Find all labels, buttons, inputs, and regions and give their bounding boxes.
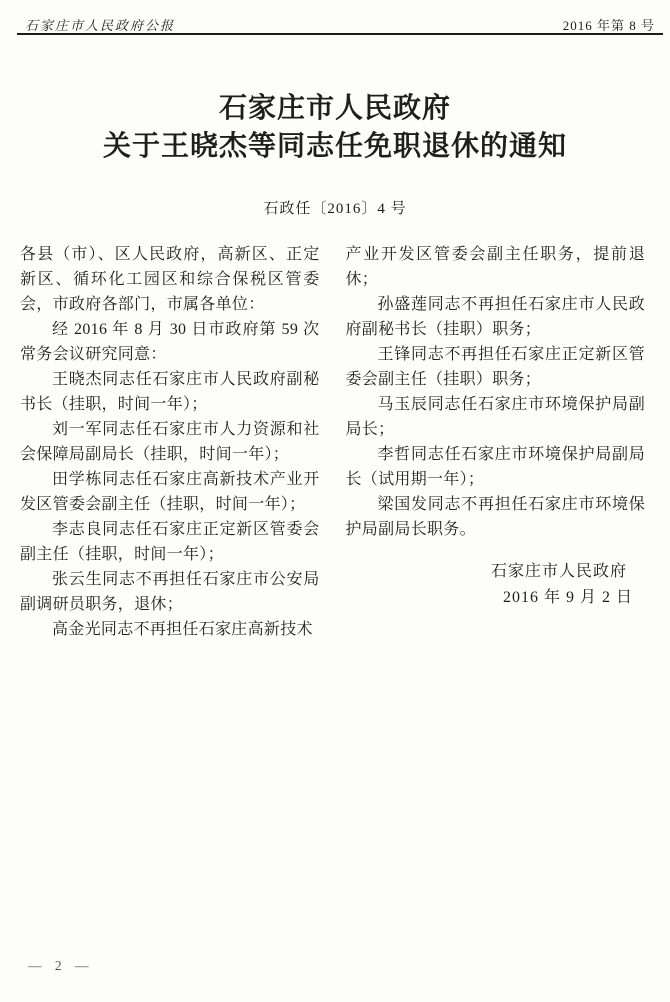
body-paragraph: 梁国发同志不再担任石家庄市环境保护局副局长职务。 bbox=[345, 496, 645, 538]
document-number: 石政任〔2016〕4 号 bbox=[263, 201, 407, 217]
page-number: — 2 — bbox=[28, 958, 90, 973]
gazette-title: 石家庄市人民政府公报 bbox=[25, 18, 176, 33]
header-rule bbox=[17, 33, 663, 35]
body-paragraph: 刘一军同志任石家庄市人力资源和社会保障局副局长（挂职，时间一年）； bbox=[20, 421, 320, 463]
running-header bbox=[25, 15, 655, 34]
right-column bbox=[346, 242, 646, 642]
body-paragraph: 李哲同志任石家庄市环境保护局副局长（试用期一年）； bbox=[345, 446, 645, 488]
signature-block bbox=[346, 559, 646, 611]
left-column bbox=[20, 242, 320, 642]
body-paragraph: 张云生同志不再担任石家庄市公安局副调研员职务，退休； bbox=[20, 571, 320, 613]
issue-number: 2016 年第 8 号 bbox=[562, 18, 655, 33]
body-paragraph: 孙盛莲同志不再担任石家庄市人民政府副秘书长（挂职）职务； bbox=[345, 296, 645, 338]
document-title bbox=[0, 90, 670, 166]
body-paragraph: 各县（市）、区人民政府，高新区、正定新区、循环化工园区和综合保税区管委会，市政府各部门，市属各单位： bbox=[20, 246, 320, 313]
body-paragraph: 马玉辰同志任石家庄市环境保护局副局长； bbox=[345, 396, 645, 438]
document-title-line1: 石家庄市人民政府 bbox=[218, 93, 451, 124]
signature-name: 石家庄市人民政府 bbox=[490, 563, 627, 580]
body-paragraph: 王锋同志不再担任石家庄正定新区管委会副主任（挂职）职务； bbox=[345, 346, 645, 388]
body-paragraph: 王晓杰同志任石家庄市人民政府副秘书长（挂职，时间一年）； bbox=[20, 371, 320, 413]
right-column-text bbox=[346, 242, 646, 542]
body-paragraph: 李志良同志任石家庄正定新区管委会副主任（挂职，时间一年）； bbox=[20, 521, 320, 563]
body-paragraph: 产业开发区管委会副主任职务，提前退休； bbox=[345, 246, 645, 288]
document-title-line2: 关于王晓杰等同志任免职退休的通知 bbox=[102, 131, 567, 162]
page-footer bbox=[28, 958, 90, 974]
body-paragraph: 经 2016 年 8 月 30 日市政府第 59 次常务会议研究同意： bbox=[20, 321, 320, 363]
body-paragraph: 田学栋同志任石家庄高新技术产业开发区管委会副主任（挂职，时间一年）； bbox=[20, 471, 320, 513]
left-column-text bbox=[20, 242, 320, 642]
document-body bbox=[20, 242, 645, 642]
body-paragraph: 高金光同志不再担任石家庄高新技术 bbox=[52, 621, 313, 638]
signature-date: 2016 年 9 月 2 日 bbox=[502, 589, 633, 606]
